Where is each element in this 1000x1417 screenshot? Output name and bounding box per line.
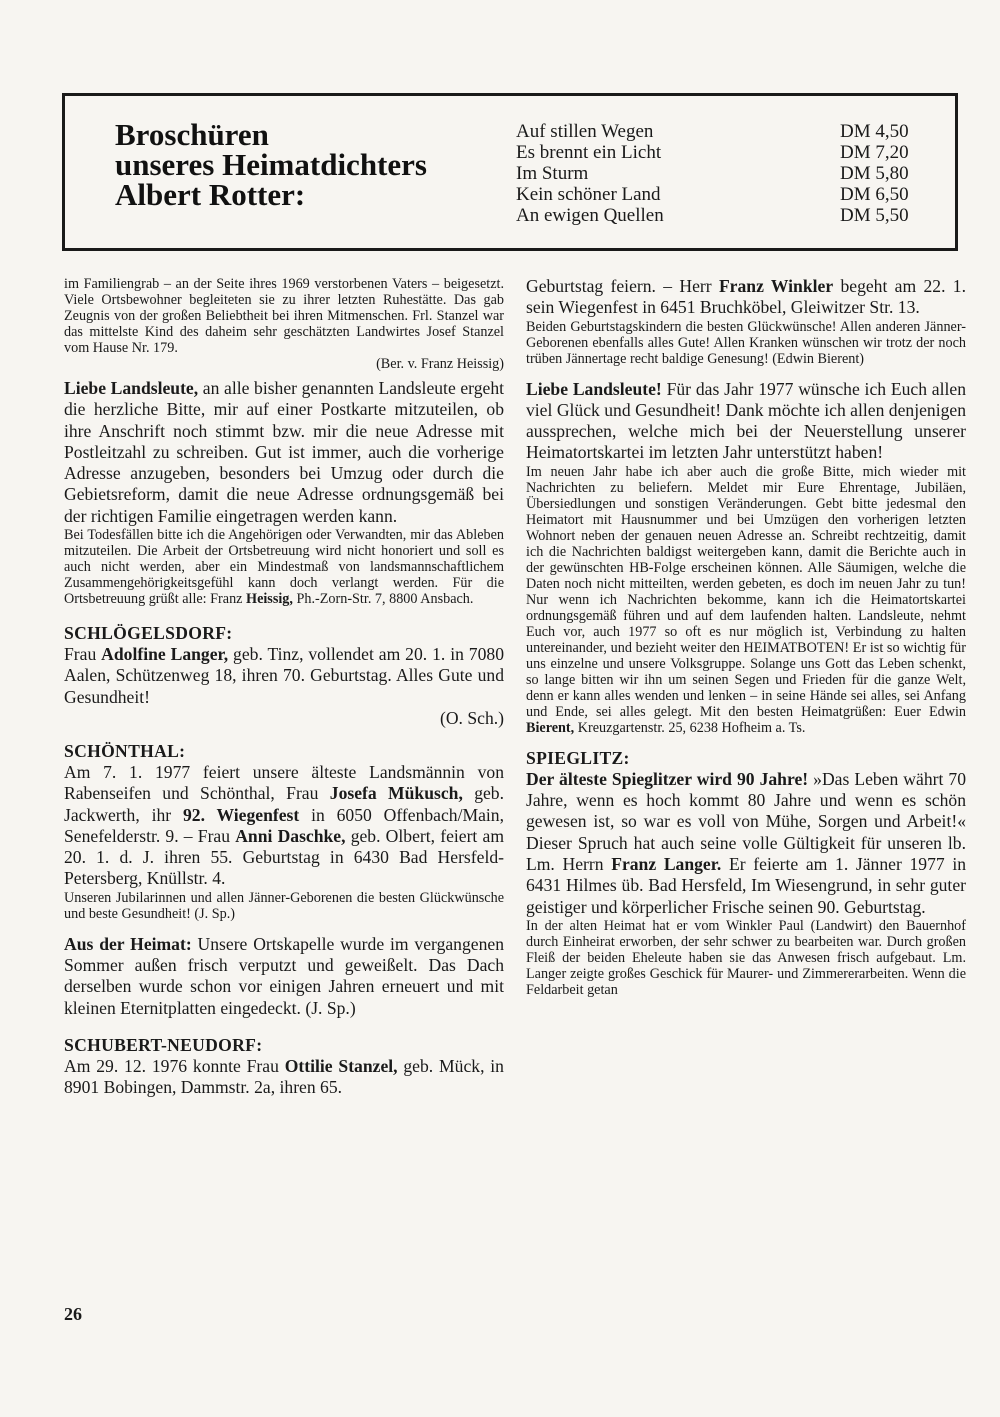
ad-title-line: Albert Rotter: bbox=[115, 177, 306, 212]
text: geb. Olbert, feiert am 20. 1. d. J. ihren 55. Geburtstag in 6430 Bad Hersfeld-Petersberg, Knüllstr. 4. bbox=[64, 825, 505, 889]
right-appeal-text: Für das Jahr 1977 wünsche ich Euch allen viel Glück und Gesundheit! Dank möchte ich allen denjenigen aussprechen, welche mich bei der Neuerstellung unserer Heimatortskartei im letzten Jahr unterstützt haben! bbox=[526, 378, 966, 463]
text: Frau bbox=[64, 644, 102, 665]
appeal-small-paragraph bbox=[64, 527, 504, 607]
name: Franz Winkler bbox=[718, 276, 834, 296]
name: Franz Langer. bbox=[611, 853, 722, 874]
text: Am 7. 1. 1977 feiert unsere älteste Landsmännin von Rabenseifen und Schönthal, Frau bbox=[64, 761, 504, 804]
ad-title-line: unseres Heimatdichters bbox=[115, 147, 427, 182]
brochure-title: Im Sturm bbox=[516, 163, 589, 184]
right-appeal-small bbox=[526, 464, 966, 736]
intro-paragraph: im Familiengrab – an der Seite ihres 1969 verstorbenen Vaters – beigesetzt. Viele Ortsbewohner begleiteten sie zu ihrer letzten Ruhestätte. Das gab Zeugnis von der großen Beliebtheit bei ihren Mitmenschen. Frl. Stanzel war das mittelste Kind des daheim sehr geschätzten Landwirtes Josef Stanzel vom Hause Nr. 179. bbox=[64, 276, 504, 356]
right-appeal-paragraph bbox=[526, 379, 966, 464]
name: Adolfine Langer, bbox=[101, 644, 229, 665]
brochure-price: DM 6,50 bbox=[840, 184, 909, 205]
schubert-paragraph bbox=[64, 1056, 504, 1099]
brochure-price: DM 5,50 bbox=[840, 205, 909, 226]
intro-signature: (Ber. v. Franz Heissig) bbox=[376, 356, 504, 372]
text: geb. Tinz, vollendet am 20. 1. in 7080 Aalen, Schützenweg 18, ihren 70. Geburtstag. Alles Gute und Gesundheit! bbox=[64, 644, 504, 707]
schoenthal-paragraph bbox=[64, 762, 504, 890]
appeal-text: an alle bisher genannten Landsleute ergeht die herzliche Bitte, mir auf einer Postkarte mitzuteilen, ob ihre Anschrift noch stimmt bzw. mir die neue Adresse mit Postleitzahl zu schreiben. Gut ist immer, auch die vorherige Adresse anzugeben, besonders bei Umzug oder durch die Gebietsreform, damit die neue Adresse ordnungsgemäß bei der richtigen Familie eingetragen werden kann. bbox=[64, 378, 505, 526]
page-number: 26 bbox=[64, 1304, 82, 1324]
name: Ottilie Stanzel, bbox=[284, 1055, 398, 1076]
brochure-price: DM 4,50 bbox=[840, 121, 909, 142]
spieglitz-lead: Der älteste Spieglitzer wird 90 Jahre! bbox=[526, 768, 809, 789]
brochure-title: Kein schöner Land bbox=[516, 184, 661, 205]
appeal-lead: Liebe Landsleute, bbox=[64, 378, 199, 398]
appeal-small-end: Ph.-Zorn-Str. 7, 8800 Ansbach. bbox=[292, 591, 474, 608]
text: Im neuen Jahr habe ich aber auch die große Bitte, mich wieder mit Nachrichten zu beliefern. Meldet mir Eure Ehrentage, Jubiläen, Übersiedlungen und sonstigen Veränderungen. Gebt bitte jedesmal den Heimatort mit Hausnummer und bei Umzügen den vorherigen letzten Wohnort neben der genauen neuen Adresse an. Schreibt rechtzeitig, damit ich die Nachrichten baldigst weitergeben kann, damit die Berichte auch in der gewünschten HB-Folge erscheinen können. Alle Säumigen, welche die Daten noch nicht mitteilten, werden gebeten, es doch im neuen Jahr zu tun! Nur wenn ich Nachrichten bekomme, kann ich die Heimatortskartei ordnungsgemäß führen und auf dem laufenden halten. Landsleute, nehmt Euch vor, auch 1977 so oft es nur möglich ist, Verbindung zu halten untereinander, und bezieht weiter den HEIMATBOTEN! Er ist so wichtig für uns einzelne und unsere Volksgruppe. Solange uns Gott das Leben schenkt, so lange bitten wir ihn um seinen Segen und Frieden für die ganze Welt, denn er kann alles wenden und lenken – in seine Hände sei alles, sei Anfang und Ende, sei alles gelegt. Mit den besten Heimatgrüßen: Euer Edwin bbox=[526, 463, 966, 720]
text: begeht am 22. 1. sein Wiegenfest in 6451 Bruchköbel, Gleiwitzer Str. 13. bbox=[526, 276, 966, 318]
brochure-list bbox=[516, 121, 926, 226]
brochure-item bbox=[516, 184, 926, 205]
name: Anni Daschke, bbox=[235, 825, 346, 846]
ad-title bbox=[115, 117, 515, 212]
appeal-small-name: Heissig, bbox=[246, 591, 293, 608]
text: in 6050 Offenbach/Main, Senefelderstr. 9. – Frau bbox=[64, 804, 505, 846]
section-heading-schloegelsdorf: SCHLÖGELSDORF: bbox=[64, 623, 233, 644]
left-column bbox=[64, 276, 504, 1099]
heimat-paragraph bbox=[64, 934, 504, 1019]
schloegelsdorf-paragraph bbox=[64, 644, 504, 708]
section-heading-schubert-neudorf: SCHUBERT-NEUDORF: bbox=[64, 1034, 263, 1055]
brochure-item bbox=[516, 205, 926, 226]
brochure-price: DM 5,80 bbox=[840, 163, 909, 184]
text: »Das Leben währt 70 Jahre, wenn es hoch kommt 80 Jahre und wenn es schön gewesen ist, so war es voll von Mühe, Sorgen und Arbeit!« Dieser Spruch hat auch seine volle Gültigkeit für unseren lb. Lm. Herrn bbox=[526, 768, 966, 874]
name: 92. Wiegenfest bbox=[182, 804, 300, 825]
brochure-item bbox=[516, 121, 926, 142]
appeal-paragraph bbox=[64, 378, 504, 527]
right-appeal-lead: Liebe Landsleute! bbox=[526, 378, 662, 399]
schoenthal-small: Unseren Jubilarinnen und allen Jänner-Geborenen die besten Glückwünsche und beste Gesundheit! (J. Sp.) bbox=[64, 889, 504, 922]
spieglitz-small: In der alten Heimat hat er vom Winkler Paul (Landwirt) den Bauernhof durch Einheirat erworben, der sehr schwer zu bearbeiten war. Durch großen Fleiß der beiden Eheleute haben sie das Anwesen frisch aufgebaut. Lm. Langer zeigte großes Geschick für Maurer- und Zimmererarbeiten. Wenn die Feldarbeit getan bbox=[526, 917, 966, 998]
right-column bbox=[526, 276, 966, 998]
birthday-paragraph bbox=[526, 276, 966, 319]
brochure-price: DM 7,20 bbox=[840, 142, 909, 163]
text: geb. Jackwerth, ihr bbox=[64, 783, 504, 825]
name: Bierent, bbox=[526, 719, 575, 736]
brochure-ad-box bbox=[62, 93, 958, 251]
spieglitz-paragraph bbox=[526, 769, 966, 918]
brochure-title: Auf stillen Wegen bbox=[516, 121, 654, 142]
text: Er feierte am 1. Jänner 1977 in 6431 Hilmes üb. Bad Hersfeld, Im Wiesengrund, in sehr guter geistiger und körperlicher Frische seinen 90. Geburtstag. bbox=[526, 853, 967, 917]
heimat-lead: Aus der Heimat: bbox=[64, 933, 192, 954]
name: Josefa Mükusch, bbox=[329, 783, 463, 804]
text: geb. Mück, in 8901 Bobingen, Dammstr. 2a, ihren 65. bbox=[64, 1055, 504, 1098]
appeal-small-text: Bei Todesfällen bitte ich die Angehörigen oder Verwandten, mir das Ableben mitzuteilen. Die Arbeit der Ortsbetreuung wird nicht honoriert und soll es auch nicht werden, aber ein Mindestmaß von landsmannschaftlichem Zusammengehörigkeitsgefühl kann doch verlangt werden. Für die Ortsbetreuung grüßt alle: Franz bbox=[64, 527, 504, 608]
schloegelsdorf-signature: (O. Sch.) bbox=[439, 707, 504, 728]
ad-title-line: Broschüren bbox=[115, 117, 269, 152]
heimat-text: Unsere Ortskapelle wurde im vergangenen Sommer außen frisch verputzt und geweißelt. Das Dach derselben wurde schon vor einigen Jahren erneuert und mit kleinen Eternitplatten eingedeckt. (J. Sp.) bbox=[64, 933, 504, 1018]
brochure-title: An ewigen Quellen bbox=[516, 205, 664, 226]
text: Am 29. 12. 1976 konnte Frau bbox=[64, 1055, 285, 1076]
section-heading-spieglitz: SPIEGLITZ: bbox=[526, 747, 630, 768]
brochure-item bbox=[516, 163, 926, 184]
birthday-small: Beiden Geburtstagskindern die besten Glückwünsche! Allen anderen Jänner-Geborenen ebenfalls alles Gute! Allen Kranken wünschen wir trotz der noch trüben Jännertage recht baldige Genesung! (Edwin Bierent) bbox=[526, 318, 966, 367]
text: Geburtstag feiern. – Herr bbox=[526, 276, 719, 296]
text: Kreuzgartenstr. 25, 6238 Hofheim a. Ts. bbox=[574, 719, 806, 736]
brochure-item bbox=[516, 142, 926, 163]
section-heading-schoenthal: SCHÖNTHAL: bbox=[64, 740, 186, 761]
brochure-title: Es brennt ein Licht bbox=[516, 142, 662, 163]
